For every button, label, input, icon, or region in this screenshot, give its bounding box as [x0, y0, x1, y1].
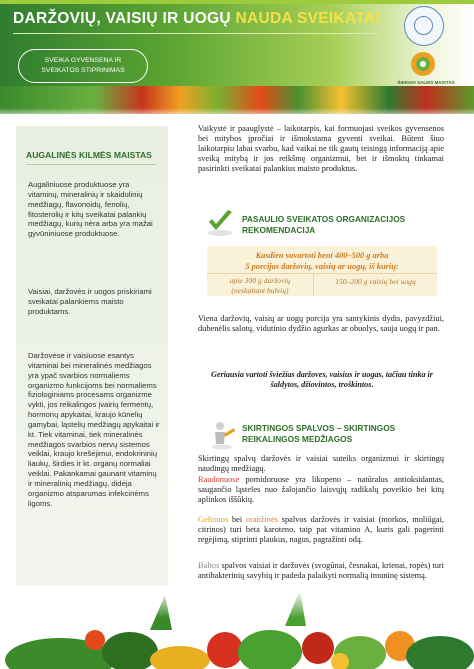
school-food-logo	[408, 50, 438, 78]
ministry-seal-logo	[404, 6, 444, 46]
yellow-word: Geltonos	[198, 515, 229, 524]
white-word: Baltos	[198, 561, 220, 570]
colors-heading-line-1: SKIRTINGOS SPALVOS – SKIRTINGOS	[242, 423, 396, 433]
who-heading	[242, 214, 405, 236]
bei-word: bei	[228, 515, 246, 524]
title-underline	[13, 33, 378, 34]
sidebar-paragraph-1: Augaliniuose produktuose yra vitaminų, mineralinių ir skaidulinių medžiagų, flavonoidų, fenolių, fitosterolių ir kitų sveikatai palankių medžiagų, kurių nėra arba yra mažai gyvūniniuose produktuose.	[28, 180, 153, 239]
sidebar-paragraph-3: Daržovėse ir vaisiuose esantys vitaminai bei mineralinės medžiagos yra ypač svarbios normaliems organizmo funkcijoms bei normaliems fiziologiniams procesams organizme vykti, jos reikalingos įvairių fermentų, hormonų apykaitai, kraujo kūnelių gamybai, ląstelių medžiagų apykaitai ir kt. Tiek vitaminai, tiek mineralinės medžiagos svarbios nervų sistemos veiklai, kraujo krešėjimui, endokrininių liaukų, širdies ir kt. organų normaliai veiklai. Pakankamai gaunant vitaminų ir mineralinių medžiagų, didėja organizmo atsparumas infekcinėms ligoms.	[28, 351, 160, 508]
red-paragraph	[198, 475, 444, 505]
who-heading-line-1: PASAULIO SVEIKATOS ORGANIZACIJOS	[242, 214, 406, 224]
colors-heading-line-2: REIKALINGOS MEDŽIAGOS	[242, 434, 353, 444]
yellow-orange-paragraph	[198, 515, 444, 545]
strip-fade	[0, 108, 474, 120]
fresh-quote: Geriausia vartoti šviežias daržoves, vaisius ir uogas, tačiau tinka ir šaldytos, džiovintos, troškintos.	[211, 370, 433, 389]
title-part-1: DARŽOVIŲ, VAISIŲ IR UOGŲ	[13, 10, 231, 27]
orange-word: oranžinės	[245, 515, 278, 524]
yellow-orange-rest: spalvos daržovės ir vaisiai (morkos, moliūgai, citrinos) turi beta karoteno, taip pat vitamino A, kuris gali pagerinti regėjimą, stiprinti plaukus, nagus, pagražinti odą.	[198, 515, 444, 544]
topic-pill	[18, 49, 148, 83]
title-part-2: NAUDA SVEIKATAI	[235, 10, 381, 27]
pill-line-1: SVEIKA GYVENSENA IR	[44, 57, 122, 64]
rec-line-1: Kasdien suvartoti bent 400–500 g arba	[255, 251, 389, 260]
rec-fruits: 150–200 g vaisių bei uogų	[335, 277, 416, 286]
red-rest: pomidoruose yra likopeno – natūralus antioksidantas, saugančio ląsteles nuo žalojančio laisvųjų radikalų poveikio bei kitų aplinkos iššūkių.	[198, 475, 444, 504]
seal-inner-ring	[414, 16, 433, 35]
who-heading-line-2: REKOMENDACIJA	[242, 225, 316, 235]
rec-vegetables	[207, 274, 314, 296]
white-paragraph	[198, 561, 444, 581]
sidebar-paragraph-2: Vaisiai, daržovės ir uogos priskiriami sveikatai palankiems maisto produktams.	[28, 287, 152, 316]
portion-paragraph: Viena daržovių, vaisių ar uogų porcija yra santykinis dydis, pavyzdžiui, dubenėlis salotų, vidutinio dydžio agurkas ar obuolys, sauja uogų ir pan.	[198, 314, 444, 333]
colors-paragraph-1: Skirtingų spalvų daržovės ir vaisiai suteiks organizmui ir skirtingų naudingų medžiagų.	[198, 454, 444, 473]
rec-line-2: 5 porcijas daržovių, vaisių ar uogų, iš kurių:	[245, 262, 399, 271]
intro-paragraph: Vaikystė ir paauglystė – laikotarpis, kai formuojasi sveikos gyvensenos bei mitybos įpročiai ir išmokstama gyventi sveikai. Būtent šiuo laikotarpiu labai svarbu, kad vaikai ne tik gautų teisingą informaciją apie sveiką mitybą ir jos reikšmę organizmui, bet ir išmoktų tinkamai pasirinkti sveikatai palankius maisto produktus.	[198, 124, 444, 173]
recommendation-split	[207, 273, 437, 295]
rec-vegetables-line-1: apie 300 g daržovių	[229, 276, 291, 285]
rec-vegetables-line-2: (neskaitant bulvių)	[231, 285, 289, 295]
colors-heading	[242, 423, 395, 445]
checkmark-icon	[205, 208, 235, 238]
header-top-line	[0, 0, 474, 4]
person-icon	[207, 420, 237, 450]
page-title	[13, 10, 380, 28]
logo-caption: ŠIERAIO SALIES MAISTAS	[397, 80, 455, 85]
red-word: Raudonuose	[198, 475, 240, 484]
pill-line-2: SVEIKATOS STIPRINIMAS	[41, 67, 125, 74]
vegetables-illustration	[0, 590, 474, 669]
sidebar-title-rule	[26, 164, 156, 165]
sidebar-title: AUGALINĖS KILMĖS MAISTAS	[26, 150, 152, 160]
white-rest: spalvos vaisiai ir daržovės (svogūnai, česnakai, krienai, ropės) turi antibakterinių savybių ir padeda palaikyti normalią imuninę sistemą.	[198, 561, 444, 580]
recommendation-text	[207, 250, 437, 272]
